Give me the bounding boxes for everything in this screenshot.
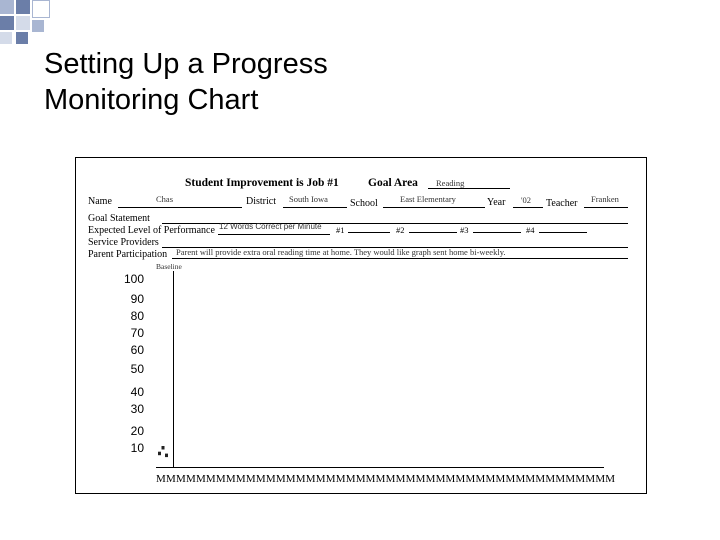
x-axis-label: M [245, 473, 256, 485]
level-4: #4 [526, 225, 535, 235]
y-tick-label: 20 [130, 424, 144, 438]
name-label: Name [88, 196, 112, 207]
year-value: '02 [521, 195, 532, 205]
decor-square [0, 16, 14, 30]
x-axis-label: M [185, 473, 196, 485]
decor-square [16, 0, 30, 14]
goal-area-label: Goal Area [368, 177, 418, 189]
expected-line [218, 234, 330, 235]
x-axis-label: M [535, 473, 546, 485]
x-axis-label: M [345, 473, 356, 485]
x-axis-label: M [575, 473, 586, 485]
service-providers-label: Service Providers [88, 237, 159, 248]
school-line [383, 207, 485, 208]
x-axis-label: M [495, 473, 506, 485]
x-axis-label: M [325, 473, 336, 485]
decor-square [32, 20, 44, 32]
district-value: South Iowa [289, 194, 328, 204]
x-axis-label: M [285, 473, 296, 485]
x-axis-label: M [225, 473, 236, 485]
x-axis-label: M [585, 473, 596, 485]
parent-participation-value: Parent will provide extra oral reading time at home. They would like graph sent home bi-weekly. [176, 247, 506, 257]
teacher-value: Franken [591, 194, 619, 204]
x-axis-label: M [295, 473, 306, 485]
form-heading: Student Improvement is Job #1 [185, 177, 339, 189]
x-axis-label: M [305, 473, 316, 485]
x-axis-label: M [515, 473, 526, 485]
progress-chart-form [75, 157, 647, 494]
school-value: East Elementary [400, 194, 456, 204]
x-axis-label: M [335, 473, 346, 485]
baseline-point [165, 454, 168, 458]
teacher-label: Teacher [546, 198, 578, 209]
x-axis-label: M [175, 473, 186, 485]
teacher-line [584, 207, 628, 208]
slide-title [44, 46, 328, 118]
level-1-line [348, 232, 390, 233]
x-axis-label: M [375, 473, 386, 485]
x-axis-label: M [415, 473, 426, 485]
y-tick-label: 60 [130, 343, 144, 357]
x-axis-label: M [365, 473, 376, 485]
x-axis-label: M [485, 473, 496, 485]
x-axis-label: M [156, 473, 166, 485]
year-label: Year [487, 197, 506, 208]
x-axis-label: M [195, 473, 206, 485]
x-axis-label: M [315, 473, 326, 485]
year-line [513, 207, 543, 208]
level-4-line [539, 232, 587, 233]
baseline-label: Baseline [156, 262, 182, 271]
baseline-point [162, 446, 165, 450]
x-axis-label: M [555, 473, 566, 485]
x-axis-label: M [545, 473, 556, 485]
y-tick-label: 100 [123, 272, 144, 286]
x-axis-label: M [275, 473, 286, 485]
x-axis-label: M [265, 473, 276, 485]
goal-statement-label: Goal Statement [88, 213, 150, 224]
x-axis-line [156, 467, 604, 468]
goal-area-line [428, 188, 510, 189]
district-line [283, 207, 347, 208]
x-axis-label: M [605, 473, 616, 485]
x-axis-label: M [425, 473, 436, 485]
level-2: #2 [396, 225, 405, 235]
x-axis-label: M [205, 473, 216, 485]
x-axis-label: M [505, 473, 516, 485]
name-line [118, 207, 242, 208]
x-axis-labels [156, 473, 615, 485]
x-axis-label: M [525, 473, 536, 485]
x-axis-label: M [255, 473, 266, 485]
level-1: #1 [336, 225, 345, 235]
x-axis-label: M [405, 473, 416, 485]
level-3: #3 [460, 225, 469, 235]
x-axis-label: M [385, 473, 396, 485]
district-label: District [246, 196, 276, 207]
x-axis-label: M [465, 473, 476, 485]
slide-title-line2: Monitoring Chart [44, 84, 259, 116]
x-axis-label: M [435, 473, 446, 485]
parent-participation-line [172, 258, 628, 259]
y-tick-label: 80 [130, 309, 144, 323]
chart-plot [156, 271, 636, 471]
name-value: Chas [156, 194, 173, 204]
decor-square [0, 0, 14, 14]
y-tick-label: 50 [130, 362, 144, 376]
goal-area-value: Reading [436, 178, 465, 188]
x-axis-label: M [475, 473, 486, 485]
decor-square [32, 0, 50, 18]
expected-label: Expected Level of Performance [88, 225, 215, 236]
y-tick-label: 40 [130, 385, 144, 399]
y-tick-label: 30 [130, 402, 144, 416]
y-tick-label: 70 [130, 326, 144, 340]
decor-square [16, 32, 28, 44]
decor-square [16, 16, 30, 30]
x-axis-label: M [595, 473, 606, 485]
x-axis-label: M [355, 473, 366, 485]
level-3-line [473, 232, 521, 233]
y-tick-label: 90 [130, 292, 144, 306]
baseline-point [158, 452, 161, 456]
x-axis-label: M [455, 473, 466, 485]
decor-square [0, 32, 12, 44]
y-tick-label: 10 [130, 441, 144, 455]
x-axis-label: M [215, 473, 226, 485]
school-label: School [350, 198, 378, 209]
x-axis-label: M [395, 473, 406, 485]
parent-participation-label: Parent Participation [88, 249, 168, 260]
x-axis-label: M [165, 473, 176, 485]
x-axis-label: M [445, 473, 456, 485]
slide-title-line1: Setting Up a Progress [44, 48, 328, 80]
expected-value: 12 Words Correct per Minute [219, 222, 322, 231]
level-2-line [409, 232, 457, 233]
x-axis-label: M [565, 473, 576, 485]
x-axis-label: M [235, 473, 246, 485]
